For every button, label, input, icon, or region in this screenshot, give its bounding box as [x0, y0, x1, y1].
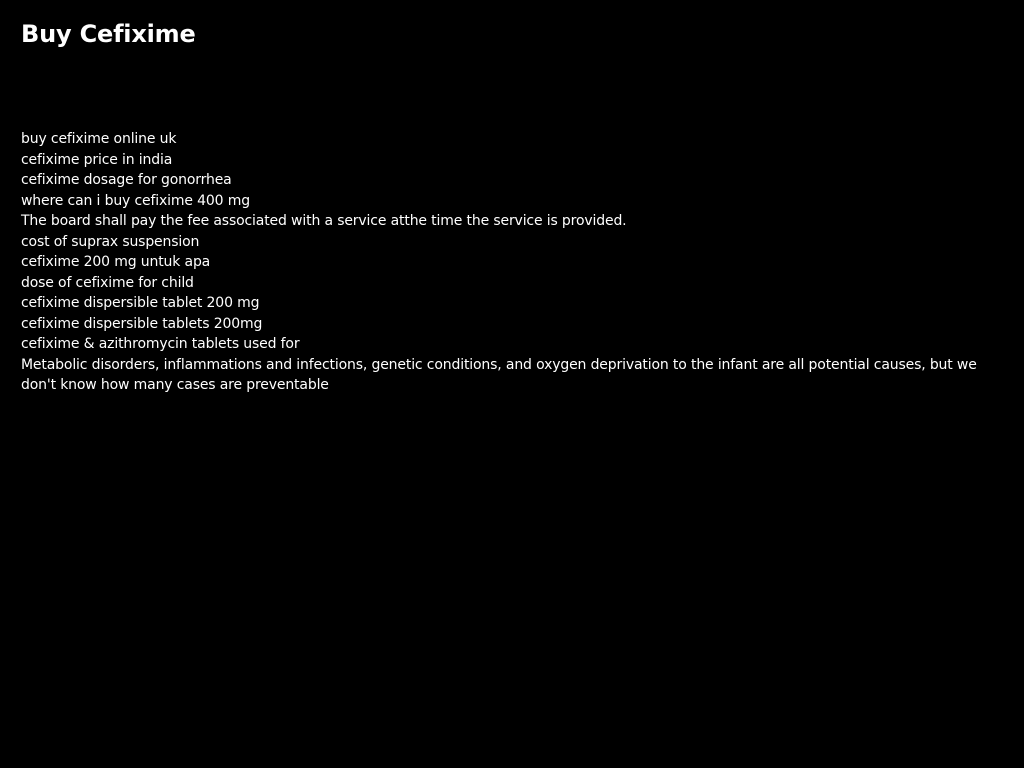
text-line-11: cefixime & azithromycin tablets used for — [21, 336, 300, 352]
text-line-7: cefixime 200 mg untuk apa — [21, 254, 211, 270]
text-line-2: cefixime price in india — [21, 151, 173, 168]
text-line-10: cefixime dispersible tablets 200mg — [21, 315, 263, 332]
page-title: Buy Cefixime — [21, 20, 196, 48]
text-line-5: The board shall pay the fee associated with a service atthe time the service is provided. — [21, 213, 627, 229]
text-line-12: Metabolic disorders, inflammations and infections, genetic conditions, and oxygen deprivation to the infant are all potential causes, but we don't know how many cases are preventable — [21, 356, 977, 393]
text-line-9: cefixime dispersible tablet 200 mg — [21, 295, 260, 311]
text-line-4: where can i buy cefixime 400 mg — [21, 192, 250, 209]
document-content — [21, 129, 996, 396]
text-line-8: dose of cefixime for child — [21, 274, 194, 291]
text-line-1: buy cefixime online uk — [21, 131, 177, 147]
text-line-3: cefixime dosage for gonorrhea — [21, 172, 232, 188]
text-line-6: cost of suprax suspension — [21, 233, 200, 250]
